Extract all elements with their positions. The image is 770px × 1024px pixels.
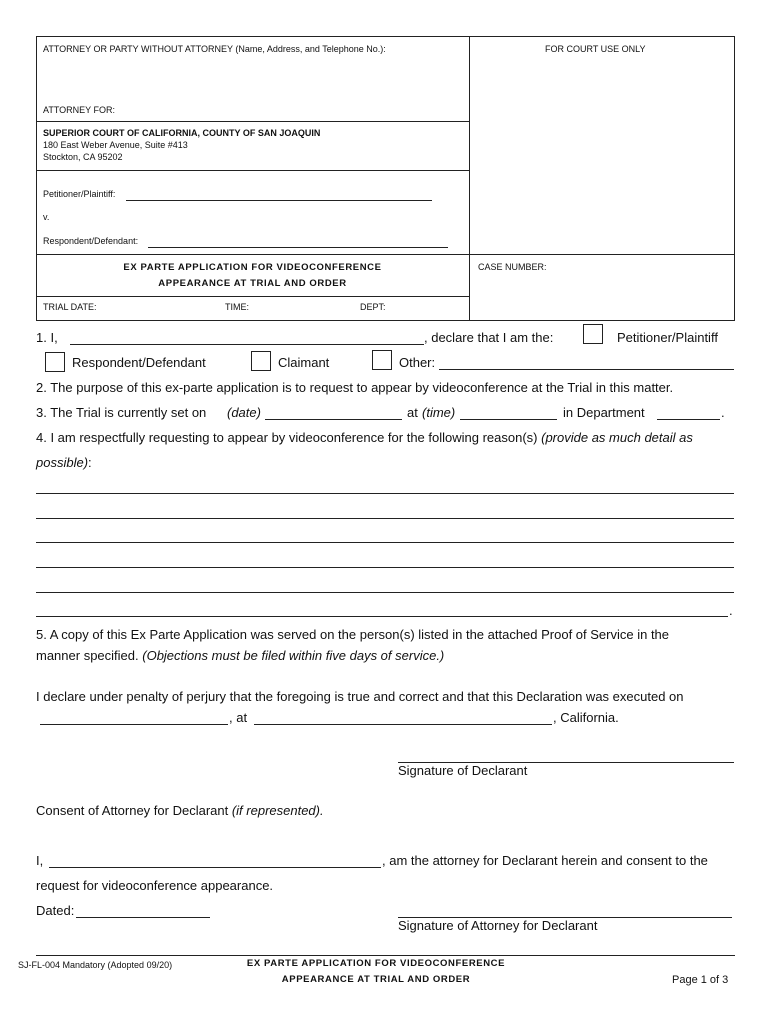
consent-heading: Consent of Attorney for Declarant (if represented). — [36, 803, 324, 818]
petitioner-field[interactable] — [126, 200, 432, 201]
declaration-text: I declare under penalty of perjury that the foregoing is true and correct and that this Declaration was executed on — [36, 689, 684, 704]
item3-date-label: (date) — [227, 405, 261, 420]
trial-date-field[interactable] — [265, 419, 402, 420]
item3-time-label: (time) — [422, 405, 456, 420]
attorney-party-label: ATTORNEY OR PARTY WITHOUT ATTORNEY (Name, Address, and Telephone No.): — [43, 44, 386, 54]
attorney-name-field[interactable] — [49, 867, 381, 868]
court-address-line1: 180 East Weber Avenue, Suite #413 — [43, 140, 188, 150]
form-id: SJ-FL-004 Mandatory (Adopted 09/20) — [18, 960, 173, 970]
court-use-label: FOR COURT USE ONLY — [545, 44, 646, 54]
item4-line1: 4. I am respectfully requesting to appear by videoconference for the following reason(s) (provide as much detail as — [36, 430, 693, 445]
caption-title-line2: APPEARANCE AT TRIAL AND ORDER — [158, 278, 347, 289]
page-number: Page 1 of 3 — [672, 974, 729, 986]
dept-label: DEPT: — [360, 302, 386, 312]
dated-field[interactable] — [76, 917, 210, 918]
reason-line[interactable] — [36, 616, 728, 617]
item3-dept-label: in Department — [563, 405, 645, 420]
petitioner-checkbox[interactable] — [583, 324, 603, 344]
time-label: TIME: — [225, 302, 249, 312]
footer-title-line1: EX PARTE APPLICATION FOR VIDEOCONFERENCE — [246, 958, 506, 969]
caption-title-line1: EX PARTE APPLICATION FOR VIDEOCONFERENCE — [123, 262, 382, 273]
attorney-signature-label: Signature of Attorney for Declarant — [398, 918, 598, 933]
other-field[interactable] — [439, 369, 734, 370]
respondent-option-label: Respondent/Defendant — [72, 355, 206, 370]
petitioner-label: Petitioner/Plaintiff: — [43, 189, 116, 199]
declaration-at: , at — [229, 710, 248, 725]
footer-title-line2: APPEARANCE AT TRIAL AND ORDER — [281, 974, 471, 985]
footer-rule — [36, 955, 735, 956]
declaration-california: , California. — [553, 710, 619, 725]
trial-time-field[interactable] — [460, 419, 557, 420]
respondent-checkbox[interactable] — [45, 352, 65, 372]
reason-line[interactable] — [36, 493, 734, 494]
item1-prefix: 1. I, — [36, 330, 58, 345]
declaration-place-field[interactable] — [254, 724, 552, 725]
dated-label: Dated: — [36, 903, 75, 918]
attorney-consent-text: , am the attorney for Declarant herein and consent to the — [382, 853, 708, 868]
item3-period: . — [721, 405, 725, 420]
reason-line[interactable] — [36, 542, 734, 543]
item3-at: at — [407, 405, 418, 420]
item5-line1: 5. A copy of this Ex Parte Application was served on the person(s) listed in the attached Proof of Service in the — [36, 627, 670, 642]
item2-text: 2. The purpose of this ex-parte application is to request to appear by videoconference at the Trial in this matter. — [36, 380, 674, 395]
declarant-signature-label: Signature of Declarant — [398, 763, 528, 778]
claimant-option-label: Claimant — [278, 355, 330, 370]
trial-dept-field[interactable] — [657, 419, 720, 420]
reason-line[interactable] — [36, 518, 734, 519]
petitioner-option-label: Petitioner/Plaintiff — [617, 330, 718, 345]
court-address-line2: Stockton, CA 95202 — [43, 152, 123, 162]
other-option-label: Other: — [399, 355, 436, 370]
versus-label: v. — [43, 212, 50, 222]
court-name: SUPERIOR COURT OF CALIFORNIA, COUNTY OF SAN JOAQUIN — [43, 128, 321, 138]
item3-text: 3. The Trial is currently set on — [36, 405, 207, 420]
reason-line[interactable] — [36, 592, 734, 593]
declaration-date-field[interactable] — [40, 724, 228, 725]
declarant-name-field[interactable] — [70, 344, 424, 345]
item4-line2: possible): — [36, 455, 92, 470]
attorney-consent-text2: request for videoconference appearance. — [36, 878, 274, 893]
trial-date-label: TRIAL DATE: — [43, 302, 97, 312]
item1-declare-text: , declare that I am the: — [424, 330, 554, 345]
case-number-label: CASE NUMBER: — [478, 262, 547, 272]
reason-period: . — [729, 603, 733, 618]
attorney-for-label: ATTORNEY FOR: — [43, 105, 116, 115]
caption-divider — [469, 36, 470, 321]
other-checkbox[interactable] — [372, 350, 392, 370]
claimant-checkbox[interactable] — [251, 351, 271, 371]
respondent-field[interactable] — [148, 247, 448, 248]
item5-line2: manner specified. (Objections must be filed within five days of service.) — [36, 648, 445, 663]
reason-line[interactable] — [36, 567, 734, 568]
attorney-i: I, — [36, 853, 44, 868]
respondent-label: Respondent/Defendant: — [43, 236, 139, 246]
